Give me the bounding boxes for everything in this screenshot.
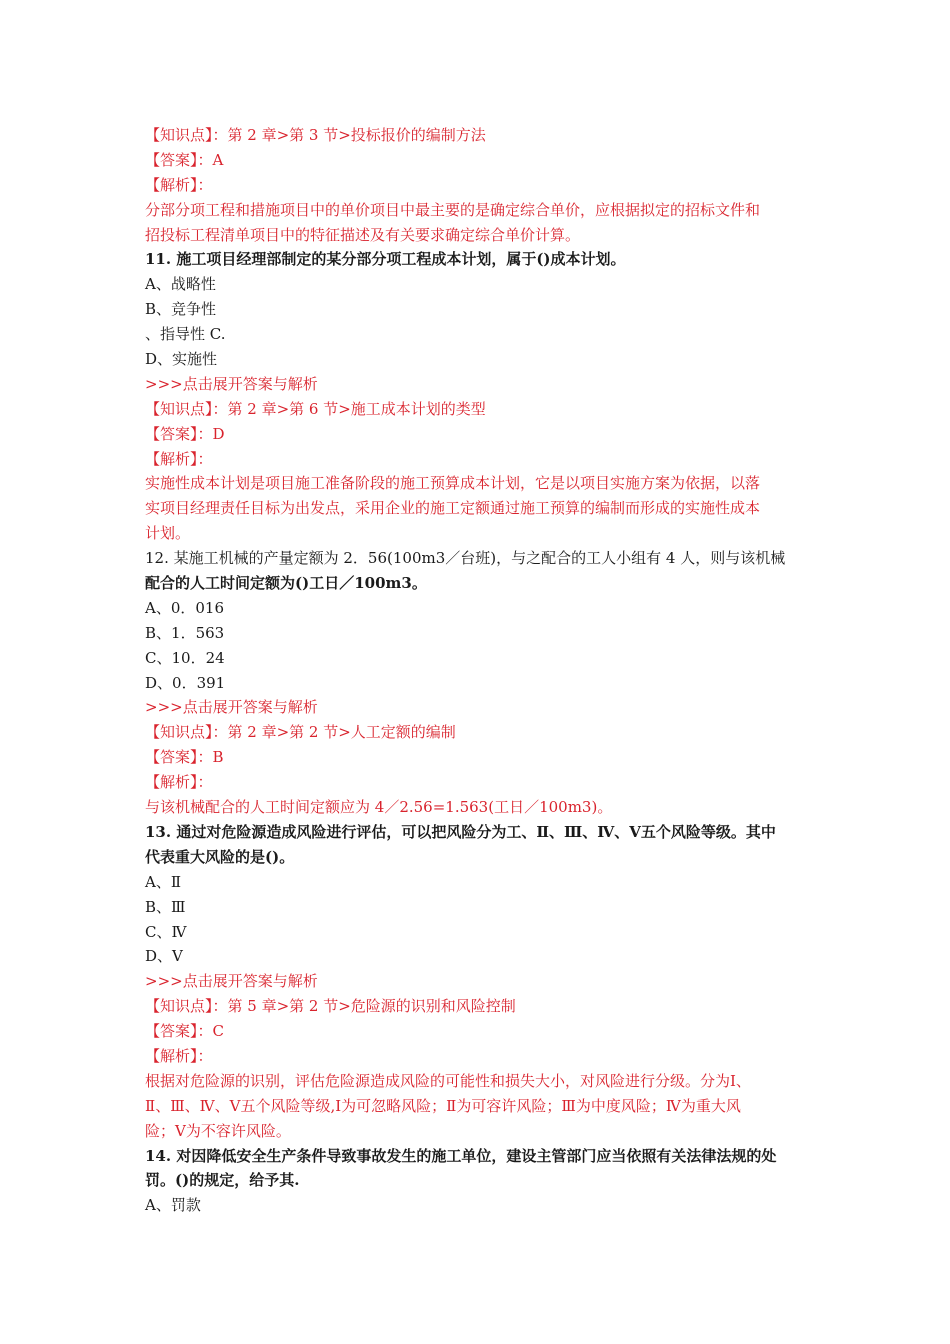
expand-answer-link[interactable]: >>>点击展开答案与解析 xyxy=(145,972,318,991)
analysis-line: 计划。 xyxy=(145,524,191,543)
option: A、战略性 xyxy=(145,275,216,294)
question-stem: 配合的人工时间定额为()工日／100m3。 xyxy=(145,574,427,593)
question-stem: 14. 对因降低安全生产条件导致事故发生的施工单位，建设主管部门应当依照有关法律法规的处 xyxy=(145,1146,777,1165)
option: D、实施性 xyxy=(145,350,218,369)
option: 、指导性 C. xyxy=(145,325,226,344)
analysis-line: 实项目经理责任目标为出发点，采用企业的施工定额通过施工预算的编制而形成的实施性成本 xyxy=(145,499,761,518)
analysis-line: 分部分项工程和措施项目中的单价项目中最主要的是确定综合单价，应根据拟定的招标文件和 xyxy=(145,200,761,219)
analysis-line: Ⅱ、Ⅲ、Ⅳ、Ⅴ五个风险等级,Ⅰ为可忽略风险；Ⅱ为可容许风险；Ⅲ为中度风险；Ⅳ为重大风 xyxy=(145,1096,741,1115)
option: C、10．24 xyxy=(145,648,225,667)
analysis-label: 【解析】： xyxy=(145,175,213,194)
analysis-line: 实施性成本计划是项目施工准备阶段的施工预算成本计划，它是以项目实施方案为依据，以落 xyxy=(145,474,761,493)
option: B、竞争性 xyxy=(145,300,217,319)
analysis-line: 根据对危险源的识别，评估危险源造成风险的可能性和损失大小，对风险进行分级。分为Ⅰ、 xyxy=(145,1071,751,1090)
knowledge-point: 【知识点】：第 2 章>第 3 节>投标报价的编制方法 xyxy=(145,126,486,144)
answer: 【答案】：C xyxy=(145,1022,224,1041)
document-body xyxy=(145,123,825,1218)
question-stem: 罚。()的规定，给予其. xyxy=(145,1171,300,1190)
option: A、罚款 xyxy=(145,1196,201,1215)
answer: 【答案】：B xyxy=(145,748,224,767)
option: A、0．016 xyxy=(145,598,225,617)
option: D、0．391 xyxy=(145,673,226,692)
knowledge-point: 【知识点】：第 2 章>第 2 节>人工定额的编制 xyxy=(145,723,456,742)
analysis-line: 招投标工程清单项目中的特征描述及有关要求确定综合单价计算。 xyxy=(145,225,581,244)
question-stem: 代表重大风险的是()。 xyxy=(145,847,295,866)
option: D、Ⅴ xyxy=(145,947,183,966)
option: B、1．563 xyxy=(145,623,225,642)
analysis-line: 险；Ⅴ为不容许风险。 xyxy=(145,1121,291,1140)
question-stem: 11. 施工项目经理部制定的某分部分项工程成本计划，属于()成本计划。 xyxy=(145,250,626,269)
option: A、Ⅱ xyxy=(145,872,182,891)
knowledge-point: 【知识点】：第 2 章>第 6 节>施工成本计划的类型 xyxy=(145,399,486,418)
analysis-label: 【解析】： xyxy=(145,773,213,792)
analysis-line: 与该机械配合的人工时间定额应为 4／2.56=1.563(工日／100m3)。 xyxy=(145,798,613,817)
question-stem: 12. 某施工机械的产量定额为 2．56(100m3／台班)，与之配合的工人小组有 4 人，则与该机械 xyxy=(145,549,786,568)
knowledge-point: 【知识点】：第 5 章>第 2 节>危险源的识别和风险控制 xyxy=(145,997,516,1016)
option: C、Ⅳ xyxy=(145,922,187,941)
answer: 【答案】：A xyxy=(145,150,224,169)
expand-answer-link[interactable]: >>>点击展开答案与解析 xyxy=(145,374,318,393)
analysis-label: 【解析】： xyxy=(145,1046,213,1065)
answer: 【答案】：D xyxy=(145,424,225,443)
question-stem: 13. 通过对危险源造成风险进行评估，可以把风险分为工、Ⅱ、Ⅲ、Ⅳ、Ⅴ五个风险等级。其中 xyxy=(145,822,776,841)
analysis-label: 【解析】： xyxy=(145,449,213,468)
option: B、Ⅲ xyxy=(145,897,186,916)
expand-answer-link[interactable]: >>>点击展开答案与解析 xyxy=(145,698,318,717)
